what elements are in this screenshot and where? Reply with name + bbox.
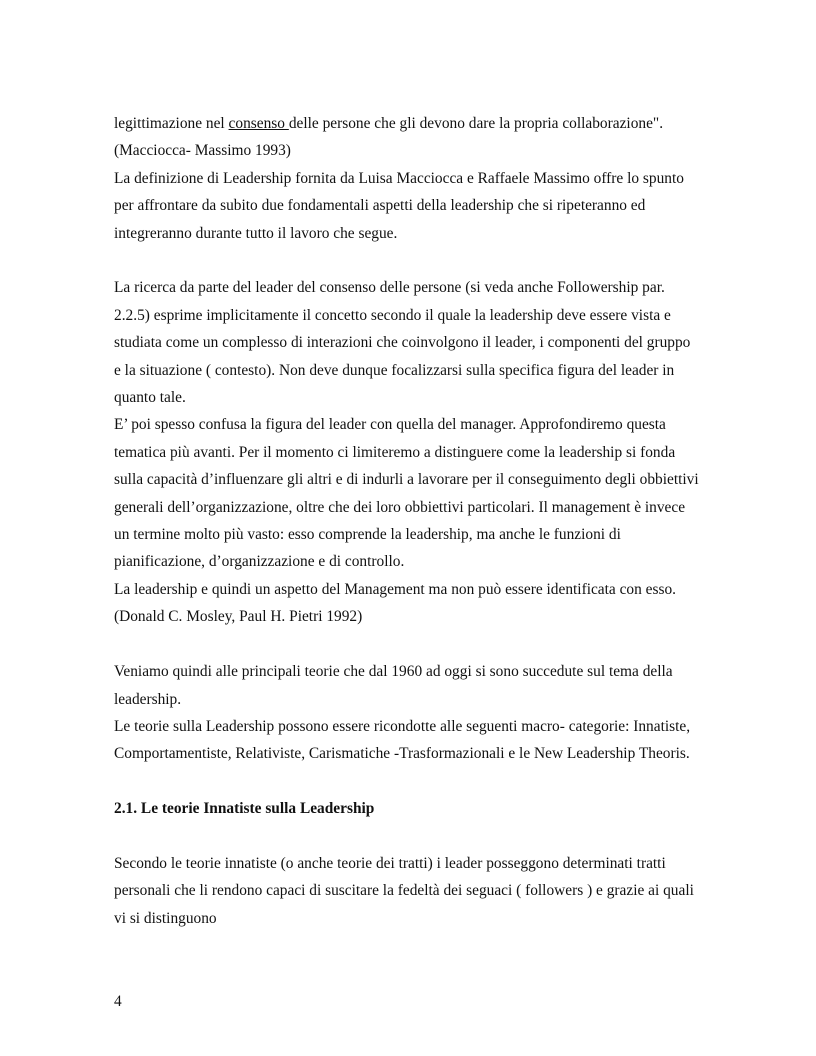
underlined-word: consenso — [228, 115, 289, 132]
paragraph-3-line: Veniamo quindi alle principali teorie che dal 1960 ad oggi si sono succedute sul tema della — [114, 663, 673, 681]
paragraph-3-line: Le teorie sulla Leadership possono essere ricondotte alle seguenti macro- categorie: Innatiste, — [114, 717, 691, 735]
paragraph-2-line: La ricerca da parte del leader del consenso delle persone (si veda anche Followership par. — [114, 279, 665, 297]
document-body — [114, 110, 726, 932]
paragraph-4-line: vi si distinguono — [114, 909, 217, 927]
citation: (Donald C. Mosley, Paul H. Pietri 1992) — [114, 608, 363, 626]
paragraph-2-line: La leadership e quindi un aspetto del Management ma non può essere identificata con esso. — [114, 580, 677, 598]
paragraph-2-line: generali dell’organizzazione, oltre che dei loro obbiettivi particolari. Il management è invece — [114, 498, 686, 516]
paragraph-2-line: quanto tale. — [114, 389, 186, 407]
paragraph-2-line: un termine molto più vasto: esso comprende la leadership, ma anche le funzioni di — [114, 526, 621, 544]
paragraph-4 — [114, 850, 726, 932]
paragraph-1-line-4: per affrontare da subito due fondamentali aspetti della leadership che si ripeteranno ed — [114, 197, 646, 215]
paragraph-2 — [114, 274, 726, 630]
paragraph-1-line-1: legittimazione nel consenso delle persone che gli devono dare la propria collaborazione". — [114, 115, 664, 132]
paragraph-3 — [114, 658, 726, 768]
paragraph-1-line-3: La definizione di Leadership fornita da Luisa Macciocca e Raffaele Massimo offre lo spunto — [114, 169, 684, 187]
paragraph-2-line: sulla capacità d’influenzare gli altri e di indurli a lavorare per il conseguimento degli obbiettivi — [114, 471, 699, 489]
paragraph-2-line: studiata come un complesso di interazioni che coinvolgono il leader, i componenti del gruppo — [114, 334, 691, 352]
paragraph-gap — [114, 247, 726, 274]
paragraph-2-line: e la situazione ( contesto). Non deve dunque focalizzarsi sulla specifica figura del leader in — [114, 361, 675, 379]
paragraph-gap — [114, 823, 726, 850]
paragraph-1-line-5: integreranno durante tutto il lavoro che segue. — [114, 224, 398, 242]
paragraph-2-line: tematica più avanti. Per il momento ci limiteremo a distinguere come la leadership si fonda — [114, 443, 676, 461]
paragraph-3-line: Comportamentiste, Relativiste, Carismatiche -Trasformazionali e le New Leadership Theoris. — [114, 745, 690, 763]
citation: (Macciocca- Massimo 1993) — [114, 142, 291, 160]
paragraph-gap — [114, 768, 726, 795]
page-number: 4 — [114, 993, 122, 1010]
paragraph-4-line: Secondo le teorie innatiste (o anche teorie dei tratti) i leader posseggono determinati tratti — [114, 854, 666, 872]
paragraph-2-line: 2.2.5) esprime implicitamente il concetto secondo il quale la leadership deve essere vista e — [114, 306, 671, 324]
paragraph-4-line: personali che li rendono capaci di suscitare la fedeltà dei seguaci ( followers ) e grazie ai quali — [114, 882, 694, 900]
paragraph-3-line: leadership. — [114, 690, 182, 708]
paragraph-2-line: E’ poi spesso confusa la figura del leader con quella del manager. Approfondiremo questa — [114, 416, 666, 434]
paragraph-1 — [114, 110, 726, 247]
paragraph-gap — [114, 631, 726, 658]
paragraph-2-line: pianificazione, d’organizzazione e di controllo. — [114, 553, 405, 571]
section-heading: 2.1. Le teorie Innatiste sulla Leadership — [114, 800, 375, 818]
